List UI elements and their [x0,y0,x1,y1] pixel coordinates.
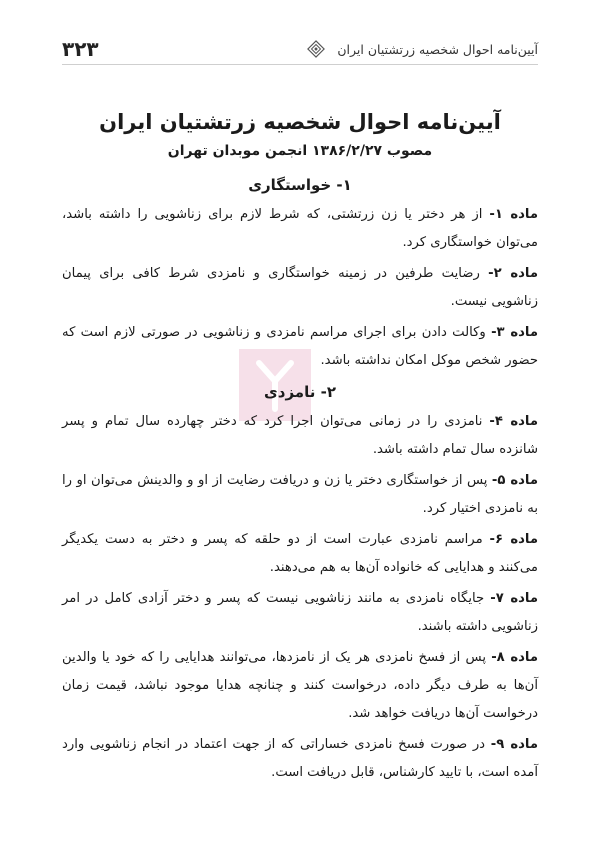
article-4 [62,408,538,464]
article-label: ماده ۵- [491,473,538,488]
article-2 [62,260,538,316]
article-1 [62,201,538,257]
page-number: ۳۲۳ [62,37,99,61]
article-text: پس از خواستگاری دختر یا زن و دریافت رضایت از او و والدینش می‌توان او را به نامزدی اختیار کرد. [62,473,538,516]
page-header [62,36,538,62]
article-text: پس از فسخ نامزدی هر یک از نامزدها، می‌توانند هدایایی را که خود یا والدین آن‌ها به طرف دیگر داده، درخواست کنند و چنانچه هدایا موجود نباشد، قیمت زمان درخواست آن‌ها دریافت خواهد شد. [62,650,538,721]
article-text: رضایت طرفین در زمینه خواستگاری و نامزدی شرط کافی برای پیمان زناشویی نیست. [62,266,538,309]
article-text: وکالت دادن برای اجرای مراسم نامزدی و زناشویی در صورتی لازم است که حضور شخص موکل امکان نداشته باشد. [62,325,538,368]
article-8 [62,644,538,728]
section-heading: ۱- خواستگاری [248,176,352,194]
article-label: ماده ۴- [489,414,538,429]
article-6 [62,526,538,582]
document-title: آیین‌نامه احوال شخصیه زرتشتیان ایران [99,110,501,134]
article-label: ماده ۶- [489,532,539,547]
header-divider [62,64,538,65]
article-text: جایگاه نامزدی به مانند زناشویی نیست که پسر و دختر آزادی کامل در امر زناشویی داشته باشند. [62,591,538,634]
article-label: ماده ۲- [488,266,538,281]
article-text: در صورت فسخ نامزدی خساراتی که از جهت اعتماد در انجام زناشویی وارد آمده است، با تایید کارشناس، قابل دریافت است. [62,737,538,780]
article-label: ماده ۳- [491,325,538,340]
document-body [62,108,538,787]
article-label: ماده ۹- [490,737,538,752]
running-header [307,40,538,58]
article-label: ماده ۷- [490,591,539,606]
article-5 [62,467,538,523]
article-label: ماده ۱- [489,207,538,222]
document-subtitle: مصوب ۱۳۸۶/۲/۲۷ انجمن موبدان تهران [167,143,433,159]
diamond-ornament-icon [307,40,325,58]
article-3 [62,319,538,375]
article-label: ماده ۸- [491,650,538,665]
article-7 [62,585,538,641]
article-9 [62,731,538,787]
running-title: آیین‌نامه احوال شخصیه زرتشتیان ایران [337,41,538,57]
article-text: نامزدی را در زمانی می‌توان اجرا کرد که دختر چهارده سال تمام و پسر شانزده سال تمام داشته باشد. [62,414,538,457]
section-heading: ۲- نامزدی [264,383,336,401]
article-text: از هر دختر یا زن زرتشتی، که شرط لازم برای زناشویی را داشته باشد، می‌توان خواستگاری کرد. [62,207,538,250]
article-text: مراسم نامزدی عبارت است از دو حلقه که پسر و دختر به دست یکدیگر می‌کنند و هدایایی که خانواده آن‌ها به هم می‌دهند. [62,532,538,575]
